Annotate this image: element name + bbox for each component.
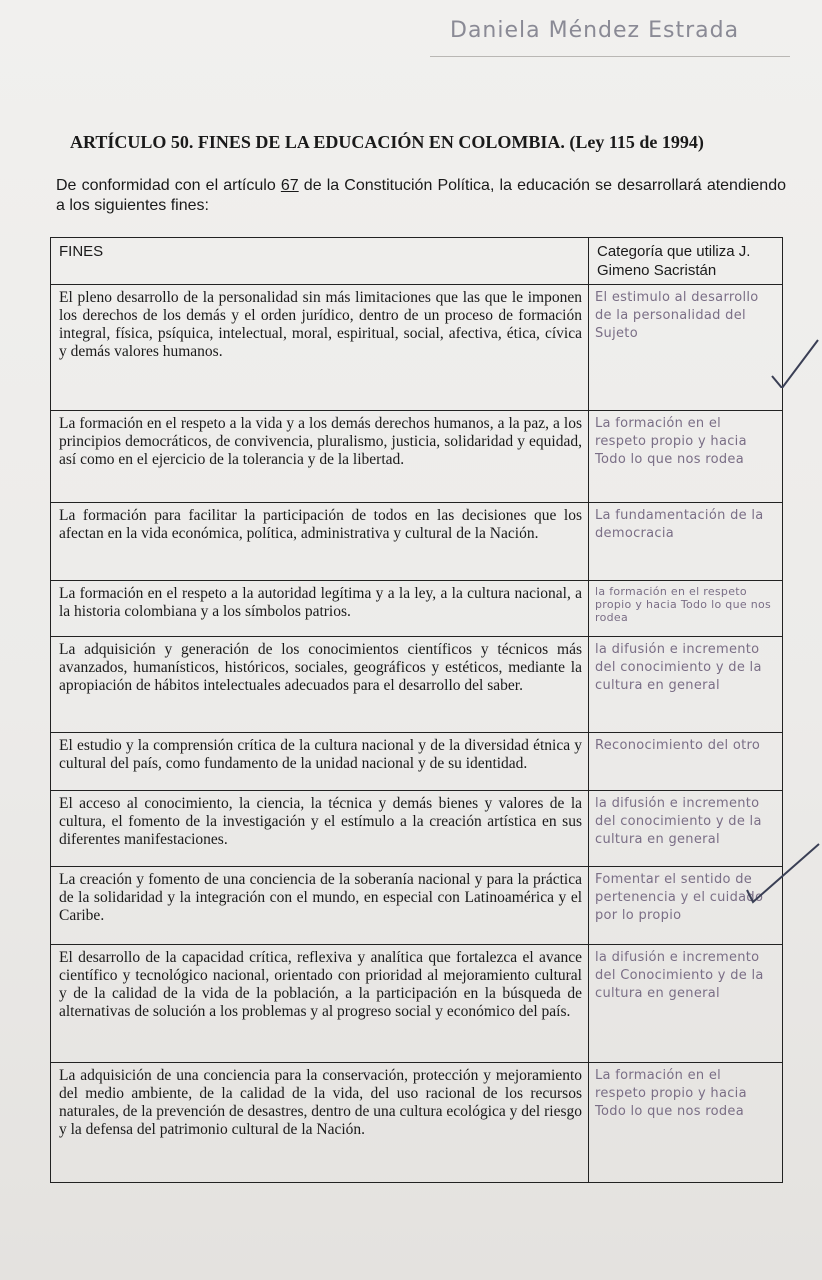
checkmark-icon — [745, 842, 821, 906]
fin-text: La adquisición de una conciencia para la conservación, protección y mejoramiento del medio ambiente, de la calidad de la vida, del uso racional de los recursos naturales, de la prevención de desastres, dentro de una cultura ecológica y del riesgo y la defensa del patrimonio cultural de la Nación. — [51, 1063, 589, 1183]
table-row — [51, 581, 783, 637]
intro-paragraph — [56, 176, 786, 216]
categoria-handwritten: La formación en el respeto propio y hacia Todo lo que nos rodea — [589, 1063, 783, 1183]
fines-table — [50, 237, 783, 1183]
fin-text: El acceso al conocimiento, la ciencia, la técnica y demás bienes y valores de la cultura, el fomento de la investigación y el estímulo a la creación artística en sus diferentes manifestaciones. — [51, 791, 589, 867]
categoria-handwritten: la difusión e incremento del conocimiento y de la cultura en general — [589, 637, 783, 733]
table-row — [51, 637, 783, 733]
table-row — [51, 411, 783, 503]
table-row — [51, 791, 783, 867]
fin-text: El estudio y la comprensión crítica de la cultura nacional y de la diversidad étnica y cultural del país, como fundamento de la unidad nacional y de su identidad. — [51, 733, 589, 791]
header-fines: FINES — [51, 238, 589, 285]
intro-before: De conformidad con el artículo — [56, 177, 281, 194]
table-row — [51, 285, 783, 411]
fin-text: La formación para facilitar la participación de todos en las decisiones que los afectan en la vida económica, política, administrativa y cultural de la Nación. — [51, 503, 589, 581]
header-categoria: Categoría que utiliza J. Gimeno Sacristán — [589, 238, 783, 285]
table-row — [51, 733, 783, 791]
categoria-handwritten: El estimulo al desarrollo de la personalidad del Sujeto — [589, 285, 783, 411]
document-title: ARTÍCULO 50. FINES DE LA EDUCACIÓN EN COLOMBIA. (Ley 115 de 1994) — [70, 132, 704, 152]
student-name: Daniela Méndez Estrada — [450, 18, 740, 43]
table-header-row — [51, 238, 783, 285]
categoria-handwritten: Fomentar el sentido de pertenencia y el cuidado por lo propio — [589, 867, 783, 945]
categoria-handwritten: la difusión e incremento del conocimiento y de la cultura en general — [589, 791, 783, 867]
table-row — [51, 867, 783, 945]
fin-text: El pleno desarrollo de la personalidad sin más limitaciones que las que le imponen los derechos de los demás y el orden jurídico, dentro de un proceso de formación integral, física, psíquica, intelectual, moral, espiritual, social, afectiva, ética, cívica y demás valores humanos. — [51, 285, 589, 411]
fin-text: La adquisición y generación de los conocimientos científicos y técnicos más avanzados, humanísticos, históricos, sociales, geográficos y estéticos, mediante la apropiación de hábitos intelectuales adecuados para el desarrollo del saber. — [51, 637, 589, 733]
categoria-handwritten: La formación en el respeto propio y hacia Todo lo que nos rodea — [589, 411, 783, 503]
fin-text: La creación y fomento de una conciencia de la soberanía nacional y para la práctica de la solidaridad y la integración con el mundo, en especial con Latinoamérica y el Caribe. — [51, 867, 589, 945]
name-underline — [430, 56, 790, 57]
fin-text: La formación en el respeto a la autoridad legítima y a la ley, a la cultura nacional, a la historia colombiana y a los símbolos patrios. — [51, 581, 589, 637]
fin-text: El desarrollo de la capacidad crítica, reflexiva y analítica que fortalezca el avance científico y tecnológico nacional, orientado con prioridad al mejoramiento cultural y de la calidad de la vida de la población, a la participación en la búsqueda de alternativas de solución a los problemas y al progreso social y económico del país. — [51, 945, 589, 1063]
categoria-handwritten: la difusión e incremento del Conocimiento y de la cultura en general — [589, 945, 783, 1063]
table-row — [51, 503, 783, 581]
table-row — [51, 1063, 783, 1183]
intro-article: 67 — [280, 177, 299, 194]
checkmark-icon — [770, 338, 820, 388]
categoria-handwritten: Reconocimiento del otro — [589, 733, 783, 791]
categoria-handwritten: La fundamentación de la democracia — [589, 503, 783, 581]
categoria-handwritten: la formación en el respeto propio y hacia Todo lo que nos rodea — [589, 581, 783, 637]
fin-text: La formación en el respeto a la vida y a los demás derechos humanos, a la paz, a los principios democráticos, de convivencia, pluralismo, justicia, solidaridad y equidad, así como en el ejercicio de la tolerancia y de la libertad. — [51, 411, 589, 503]
table-row — [51, 945, 783, 1063]
intro-after: de la Constitución Política, la educación se desarrollará atendiendo a los siguientes fines: — [56, 177, 787, 214]
